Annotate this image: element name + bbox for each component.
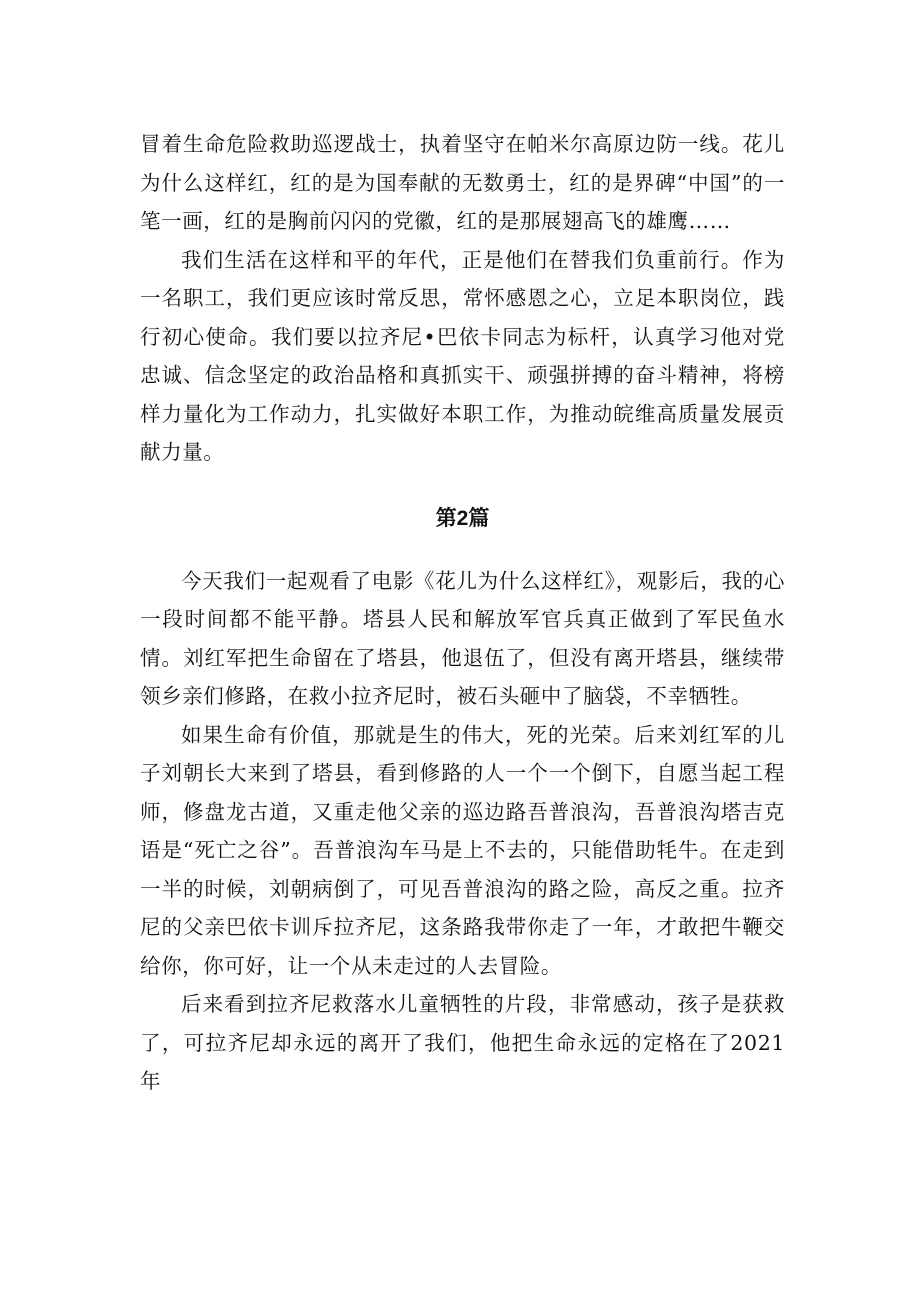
paragraph: 我们生活在这样和平的年代，正是他们在替我们负重前行。作为一名职工，我们更应该时常反思，常怀感恩之心，立足本职岗位，践行初心使命。我们要以拉齐尼•巴依卡同志为标杆，认真学习他对党忠诚、信念坚定的政治品格和真抓实干、顽强拼搏的奋斗精神，将榜样力量化为工作动力，扎实做好本职工作，为推动皖维高质量发展贡献力量。 [140,247,785,464]
section-heading: 第2篇 [435,506,490,530]
paragraph: 后来看到拉齐尼救落水儿童牺牲的片段，非常感动，孩子是获救了，可拉齐尼却永远的离开了我们，他把生命永远的定格在了2021年 [140,992,785,1093]
document-body [140,125,785,1101]
paragraph: 今天我们一起观看了电影《花儿为什么这样红》，观影后，我的心一段时间都不能平静。塔县人民和解放军官兵真正做到了军民鱼水情。刘红军把生命留在了塔县，他退伍了，但没有离开塔县，继续带领乡亲们修路，在救小拉齐尼时，被石头砸中了脑袋，不幸牺牲。 [140,568,785,708]
paragraph-continued: 冒着生命危险救助巡逻战士，执着坚守在帕米尔高原边防一线。花儿为什么这样红，红的是为国奉献的无数勇士，红的是界碑“中国”的一笔一画，红的是胸前闪闪的党徽，红的是那展翅高飞的雄鹰…… [140,132,785,233]
paragraph: 如果生命有价值，那就是生的伟大，死的光荣。后来刘红军的儿子刘朝长大来到了塔县，看到修路的人一个一个倒下，自愿当起工程师，修盘龙古道，又重走他父亲的巡边路吾普浪沟，吾普浪沟塔吉克语是“死亡之谷”。吾普浪沟车马是上不去的，只能借助牦牛。在走到一半的时候，刘朝病倒了，可见吾普浪沟的路之险，高反之重。拉齐尼的父亲巴依卡训斥拉齐尼，这条路我带你走了一年，才敢把牛鞭交给你，你可好，让一个从未走过的人去冒险。 [140,722,785,978]
